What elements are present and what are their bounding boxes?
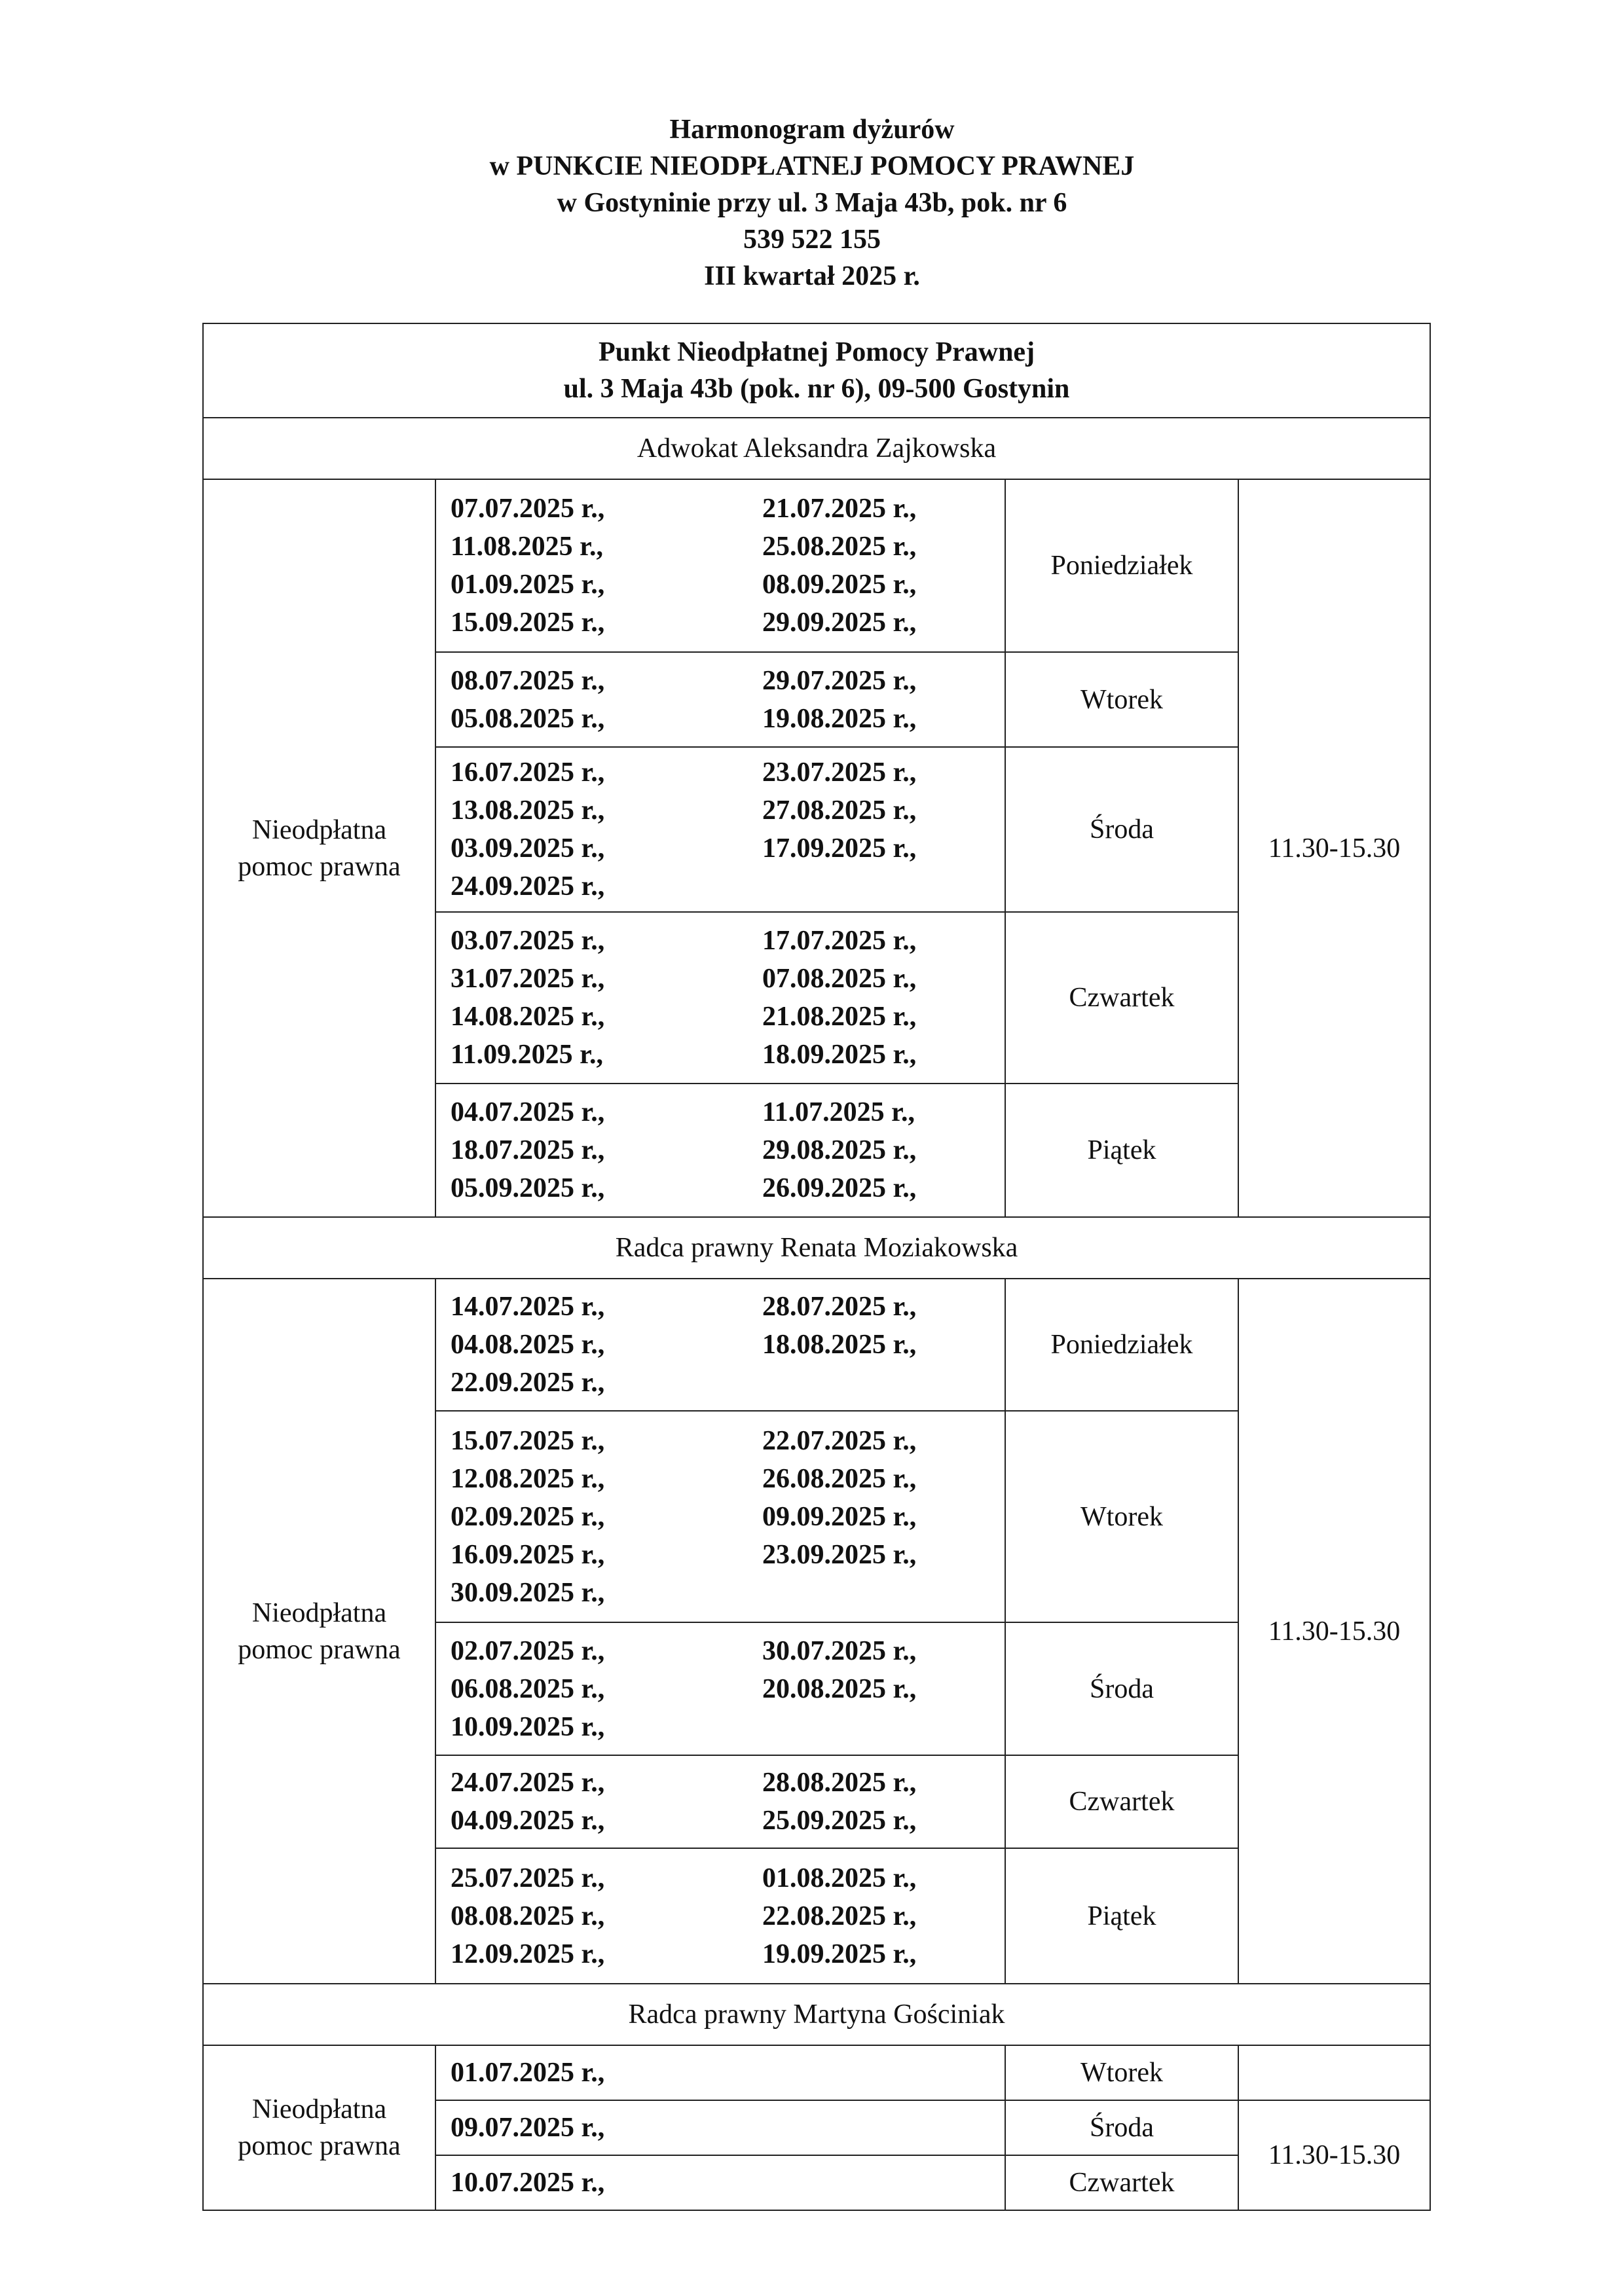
date-item: 22.08.2025 r., bbox=[762, 1901, 917, 1931]
service-type-line: Nieodpłatna bbox=[251, 814, 387, 845]
date-item: 16.07.2025 r., bbox=[451, 757, 605, 788]
service-type-line: pomoc prawna bbox=[238, 1634, 401, 1665]
document-header bbox=[0, 111, 1624, 295]
date-item: 30.09.2025 r., bbox=[451, 1577, 605, 1608]
date-item: 08.07.2025 r., bbox=[451, 665, 605, 696]
date-item: 12.09.2025 r., bbox=[451, 1939, 605, 1969]
dates-cell bbox=[435, 2155, 1005, 2210]
date-item: 25.07.2025 r., bbox=[451, 1863, 605, 1893]
date-item: 01.08.2025 r., bbox=[762, 1863, 917, 1893]
date-item: 09.09.2025 r., bbox=[762, 1501, 917, 1532]
date-item: 21.08.2025 r., bbox=[762, 1002, 917, 1032]
header-subtitle: w PUNKCIE NIEODPŁATNEJ POMOCY PRAWNEJ bbox=[489, 151, 1135, 181]
date-item: 12.08.2025 r., bbox=[451, 1463, 605, 1494]
date-item: 09.07.2025 r., bbox=[451, 2113, 605, 2143]
date-item: 06.08.2025 r., bbox=[451, 1673, 605, 1704]
service-type-line: Nieodpłatna bbox=[251, 2094, 387, 2124]
lawyer-name: Adwokat Aleksandra Zajkowska bbox=[203, 418, 1430, 479]
lawyer-name: Radca prawny Martyna Gościniak bbox=[203, 1984, 1430, 2045]
date-item: 21.07.2025 r., bbox=[762, 494, 917, 524]
date-item: 27.08.2025 r., bbox=[762, 795, 917, 826]
office-hours: 11.30-15.30 bbox=[1238, 479, 1430, 1217]
dates-cell bbox=[435, 2100, 1005, 2155]
weekday: Czwartek bbox=[1005, 1755, 1238, 1848]
date-item: 08.08.2025 r., bbox=[451, 1901, 605, 1931]
date-item: 11.09.2025 r., bbox=[451, 1040, 603, 1070]
dates-cell bbox=[435, 1755, 1005, 1848]
date-item: 03.07.2025 r., bbox=[451, 926, 605, 956]
date-item: 29.08.2025 r., bbox=[762, 1135, 917, 1165]
office-hours-empty bbox=[1238, 2045, 1430, 2100]
weekday: Wtorek bbox=[1005, 1411, 1238, 1622]
date-item: 15.09.2025 r., bbox=[451, 608, 605, 638]
date-item: 19.08.2025 r., bbox=[762, 703, 917, 734]
weekday: Poniedziałek bbox=[1005, 479, 1238, 652]
date-item: 02.07.2025 r., bbox=[451, 1635, 605, 1666]
date-item: 07.07.2025 r., bbox=[451, 494, 605, 524]
date-item: 10.07.2025 r., bbox=[451, 2168, 605, 2198]
date-item: 04.09.2025 r., bbox=[451, 1806, 605, 1836]
dates-cell bbox=[435, 1411, 1005, 1622]
weekday: Środa bbox=[1005, 2100, 1238, 2155]
service-type-cell bbox=[203, 1279, 435, 1984]
date-item: 03.09.2025 r., bbox=[451, 833, 605, 864]
date-item: 25.08.2025 r., bbox=[762, 532, 917, 562]
dates-cell bbox=[435, 652, 1005, 747]
date-item: 18.07.2025 r., bbox=[451, 1135, 605, 1165]
date-item: 11.07.2025 r., bbox=[762, 1097, 915, 1127]
date-item: 19.09.2025 r., bbox=[762, 1939, 917, 1969]
date-item: 26.09.2025 r., bbox=[762, 1173, 917, 1203]
date-item: 07.08.2025 r., bbox=[762, 964, 917, 994]
schedule-table bbox=[202, 323, 1431, 2211]
date-item: 14.07.2025 r., bbox=[451, 1292, 605, 1322]
dates-cell bbox=[435, 1848, 1005, 1984]
office-name-cell bbox=[203, 323, 1430, 418]
date-item: 22.07.2025 r., bbox=[762, 1425, 917, 1456]
weekday: Piątek bbox=[1005, 1848, 1238, 1984]
header-quarter: III kwartał 2025 r. bbox=[704, 261, 920, 291]
date-item: 20.08.2025 r., bbox=[762, 1673, 917, 1704]
header-address: w Gostyninie przy ul. 3 Maja 43b, pok. nr 6 bbox=[557, 188, 1067, 218]
date-item: 05.08.2025 r., bbox=[451, 703, 605, 734]
date-item: 13.08.2025 r., bbox=[451, 795, 605, 826]
date-item: 16.09.2025 r., bbox=[451, 1539, 605, 1570]
date-item: 18.09.2025 r., bbox=[762, 1040, 917, 1070]
date-item: 25.09.2025 r., bbox=[762, 1806, 917, 1836]
date-item: 08.09.2025 r., bbox=[762, 570, 917, 600]
date-item: 04.07.2025 r., bbox=[451, 1097, 605, 1127]
dates-cell bbox=[435, 1622, 1005, 1755]
date-item: 18.08.2025 r., bbox=[762, 1330, 917, 1360]
header-phone: 539 522 155 bbox=[743, 225, 881, 255]
date-item: 04.08.2025 r., bbox=[451, 1330, 605, 1360]
service-type-cell bbox=[203, 2045, 435, 2210]
date-item: 01.09.2025 r., bbox=[451, 570, 605, 600]
dates-cell bbox=[435, 912, 1005, 1084]
date-item: 30.07.2025 r., bbox=[762, 1635, 917, 1666]
date-item: 24.07.2025 r., bbox=[451, 1768, 605, 1798]
date-item: 28.07.2025 r., bbox=[762, 1292, 917, 1322]
weekday: Wtorek bbox=[1005, 2045, 1238, 2100]
date-item: 23.09.2025 r., bbox=[762, 1539, 917, 1570]
office-name: Punkt Nieodpłatnej Pomocy Prawnej bbox=[598, 337, 1035, 367]
date-item: 26.08.2025 r., bbox=[762, 1463, 917, 1494]
date-item: 24.09.2025 r., bbox=[451, 871, 605, 902]
office-hours: 11.30-15.30 bbox=[1238, 1279, 1430, 1984]
dates-cell bbox=[435, 479, 1005, 652]
lawyer-name: Radca prawny Renata Moziakowska bbox=[203, 1217, 1430, 1279]
date-item: 14.08.2025 r., bbox=[451, 1002, 605, 1032]
date-item: 29.07.2025 r., bbox=[762, 665, 917, 696]
dates-cell bbox=[435, 2045, 1005, 2100]
service-type-line: pomoc prawna bbox=[238, 2131, 401, 2161]
weekday: Środa bbox=[1005, 1622, 1238, 1755]
dates-cell bbox=[435, 747, 1005, 912]
weekday: Piątek bbox=[1005, 1084, 1238, 1217]
weekday: Poniedziałek bbox=[1005, 1279, 1238, 1411]
date-item: 15.07.2025 r., bbox=[451, 1425, 605, 1456]
service-type-cell bbox=[203, 479, 435, 1217]
weekday: Środa bbox=[1005, 747, 1238, 912]
service-type-line: pomoc prawna bbox=[238, 851, 401, 882]
date-item: 28.08.2025 r., bbox=[762, 1768, 917, 1798]
weekday: Czwartek bbox=[1005, 912, 1238, 1084]
weekday: Wtorek bbox=[1005, 652, 1238, 747]
date-item: 22.09.2025 r., bbox=[451, 1368, 605, 1398]
office-address: ul. 3 Maja 43b (pok. nr 6), 09-500 Gostynin bbox=[563, 374, 1070, 404]
date-item: 17.07.2025 r., bbox=[762, 926, 917, 956]
date-item: 11.08.2025 r., bbox=[451, 532, 603, 562]
date-item: 10.09.2025 r., bbox=[451, 1711, 605, 1742]
weekday: Czwartek bbox=[1005, 2155, 1238, 2210]
date-item: 29.09.2025 r., bbox=[762, 608, 917, 638]
date-item: 31.07.2025 r., bbox=[451, 964, 605, 994]
service-type-line: Nieodpłatna bbox=[251, 1597, 387, 1628]
date-item: 05.09.2025 r., bbox=[451, 1173, 605, 1203]
dates-cell bbox=[435, 1084, 1005, 1217]
header-title: Harmonogram dyżurów bbox=[669, 115, 955, 145]
date-item: 17.09.2025 r., bbox=[762, 833, 917, 864]
date-item: 01.07.2025 r., bbox=[451, 2058, 605, 2088]
office-hours: 11.30-15.30 bbox=[1238, 2100, 1430, 2210]
dates-cell bbox=[435, 1279, 1005, 1411]
date-item: 02.09.2025 r., bbox=[451, 1501, 605, 1532]
date-item: 23.07.2025 r., bbox=[762, 757, 917, 788]
